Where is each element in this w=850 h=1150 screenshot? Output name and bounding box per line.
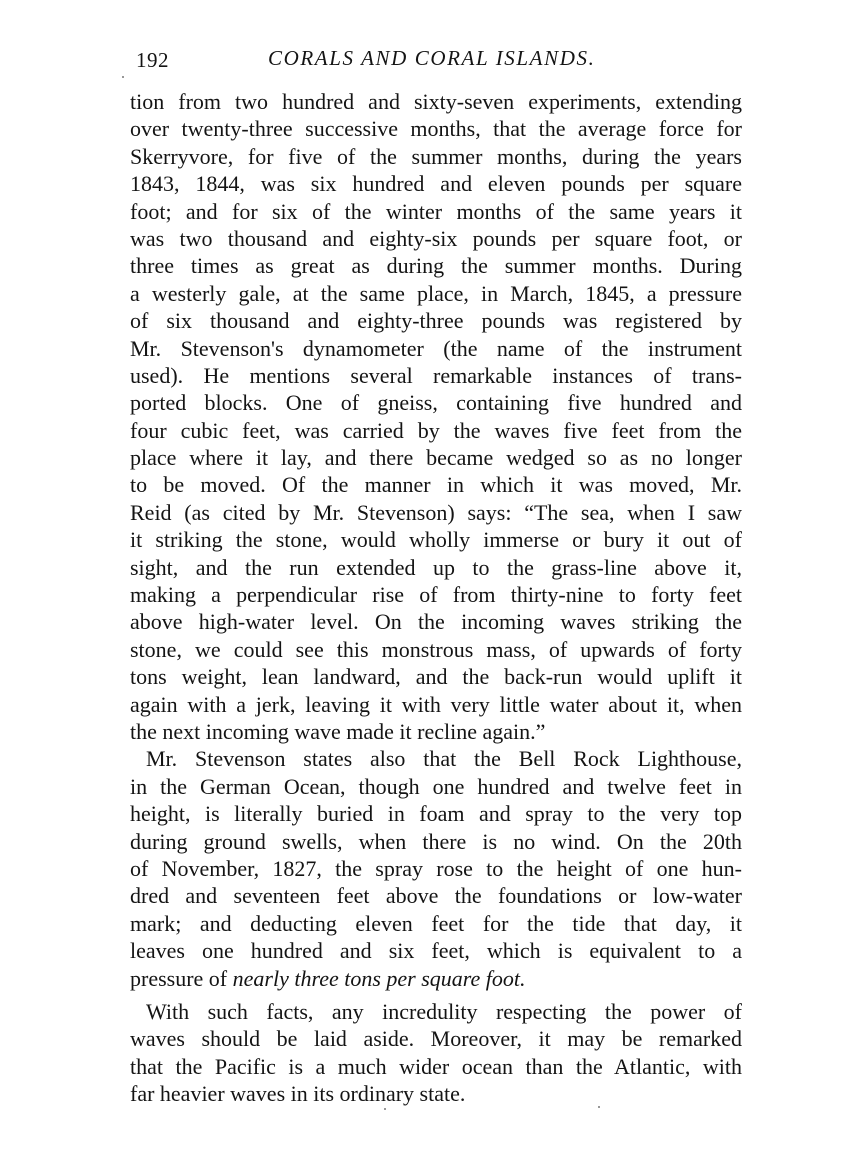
body-text xyxy=(130,88,742,1107)
text-line: tons weight, lean landward, and the back-run would uplift it xyxy=(130,664,742,690)
text-line: height, is literally buried in foam and spray to the very top xyxy=(130,801,742,827)
text-line: Mr. Stevenson's dynamometer (the name of the instrument xyxy=(130,335,742,361)
text-line: tion from two hundred and sixty-seven experiments, extending xyxy=(130,89,742,114)
text-line: three times as great as during the summer months. During xyxy=(130,253,742,279)
text-line: Skerryvore, for five of the summer months, during the years xyxy=(130,143,742,169)
print-speck xyxy=(122,76,124,78)
text-line: of November, 1827, the spray rose to the height of one hun- xyxy=(130,855,742,881)
text-line: that the Pacific is a much wider ocean than the Atlantic, with xyxy=(130,1053,742,1079)
text-line: leaves one hundred and six feet, which is equivalent to a xyxy=(130,938,742,964)
text-line: of six thousand and eighty-three pounds was registered by xyxy=(130,308,742,334)
text-line: making a perpendicular rise of from thirty-nine to forty feet xyxy=(130,582,742,608)
text-line: far heavier waves in its ordinary state. xyxy=(130,1081,466,1107)
text-line: the next incoming wave made it recline again.” xyxy=(130,718,546,744)
text-line xyxy=(130,965,742,992)
text-line: four cubic feet, was carried by the waves five feet from the xyxy=(130,417,742,443)
print-speck xyxy=(598,1106,600,1108)
text-line: a westerly gale, at the same place, in March, 1845, a pressure xyxy=(130,280,742,306)
text-line: above high-water level. On the incoming waves striking the xyxy=(130,609,742,635)
text-line: in the German Ocean, though one hundred and twelve feet in xyxy=(130,773,742,799)
emphasis-text: nearly three tons per square foot. xyxy=(232,965,526,991)
text-fragment: pressure of xyxy=(130,965,228,991)
text-line: to be moved. Of the manner in which it was moved, Mr. xyxy=(130,472,742,498)
text-line: again with a jerk, leaving it with very little water about it, when xyxy=(130,691,742,717)
text-line: used). He mentions several remarkable instances of trans- xyxy=(130,362,742,388)
text-line: With such facts, any incredulity respecting the power of xyxy=(146,998,742,1024)
running-title: CORALS AND CORAL ISLANDS. xyxy=(268,46,596,70)
text-line: mark; and deducting eleven feet for the tide that day, it xyxy=(130,910,742,936)
text-line: waves should be laid aside. Moreover, it may be remarked xyxy=(130,1026,742,1052)
running-head xyxy=(128,44,748,78)
text-line: Reid (as cited by Mr. Stevenson) says: “The sea, when I saw xyxy=(130,499,742,525)
text-line: during ground swells, when there is no wind. On the 20th xyxy=(130,828,742,854)
text-line: ported blocks. One of gneiss, containing five hundred and xyxy=(130,390,742,416)
text-line: was two thousand and eighty-six pounds per square foot, or xyxy=(130,225,742,251)
text-line: 1843, 1844, was six hundred and eleven pounds per square xyxy=(130,171,742,197)
text-line: it striking the stone, would wholly immerse or bury it out of xyxy=(130,527,742,553)
text-line: Mr. Stevenson states also that the Bell Rock Lighthouse, xyxy=(146,746,742,772)
text-line: over twenty-three successive months, that the average force for xyxy=(130,116,742,142)
text-line: sight, and the run extended up to the grass-line above it, xyxy=(130,554,742,580)
text-line: stone, we could see this monstrous mass, of upwards of forty xyxy=(130,636,742,662)
text-line: foot; and for six of the winter months of the same years it xyxy=(130,198,742,224)
text-line: place where it lay, and there became wedged so as no longer xyxy=(130,445,742,471)
print-speck xyxy=(384,1108,386,1110)
text-line: dred and seventeen feet above the foundations or low-water xyxy=(130,883,742,909)
page-number: 192 xyxy=(136,48,169,72)
